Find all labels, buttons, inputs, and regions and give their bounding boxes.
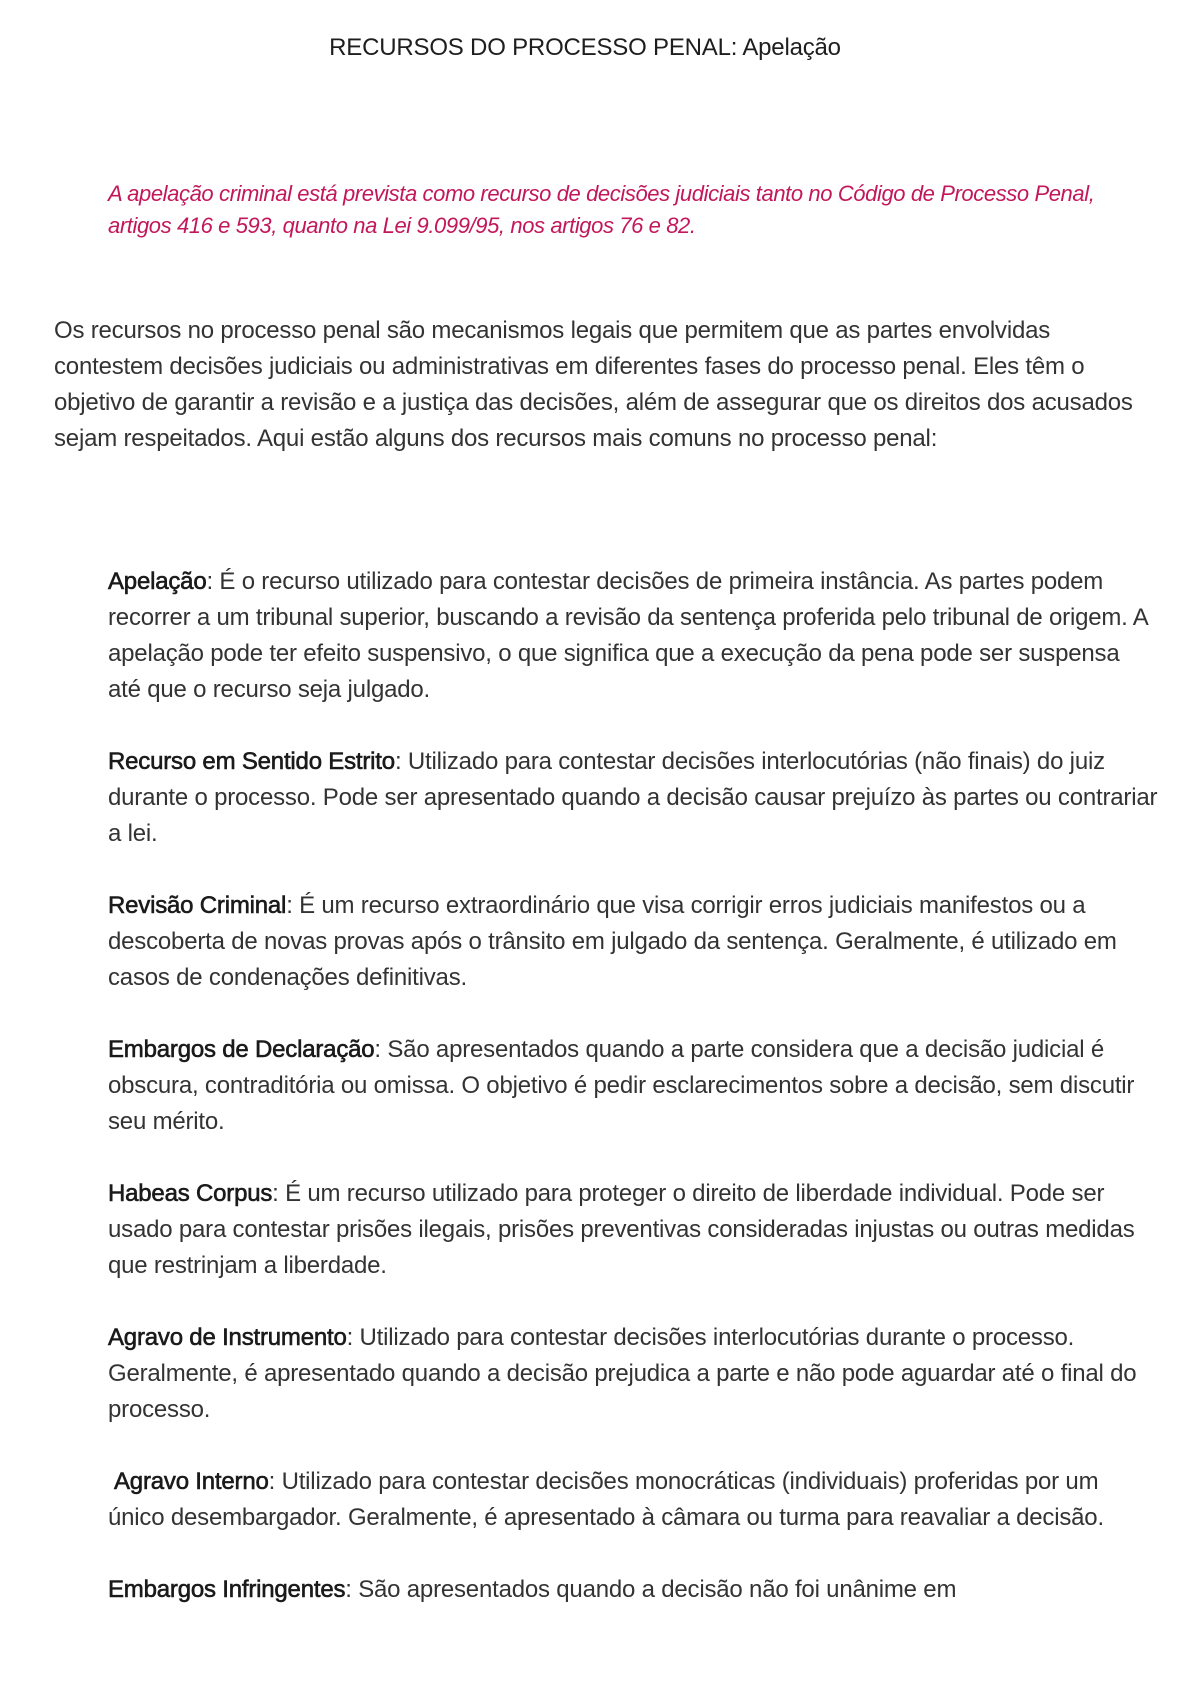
list-item-recurso-sentido-estrito bbox=[108, 744, 1158, 852]
item-description: : É um recurso utilizado para proteger o direito de liberdade individual. Pode ser usado para contestar prisões ilegais, prisões preventivas consideradas injustas ou outras medidas que restrinjam a liberdade. bbox=[108, 1180, 1135, 1279]
item-term: Revisão Criminal bbox=[108, 892, 287, 919]
item-term: Embargos Infringentes bbox=[108, 1576, 346, 1603]
list-item-embargos-infringentes bbox=[108, 1572, 1158, 1608]
item-term: Habeas Corpus bbox=[108, 1180, 273, 1207]
item-term: Apelação bbox=[108, 568, 207, 595]
item-description: : São apresentados quando a parte considera que a decisão judicial é obscura, contraditória ou omissa. O objetivo é pedir esclarecimentos sobre a decisão, sem discutir seu mérito. bbox=[108, 1036, 1135, 1135]
item-description: : Utilizado para contestar decisões interlocutórias (não finais) do juiz durante o processo. Pode ser apresentado quando a decisão causar prejuízo às partes ou contrariar a lei. bbox=[108, 748, 1158, 847]
item-description: : Utilizado para contestar decisões monocráticas (individuais) proferidas por um único desembargador. Geralmente, é apresentado à câmara ou turma para reavaliar a decisão. bbox=[108, 1468, 1104, 1531]
item-description: : São apresentados quando a decisão não foi unânime em bbox=[345, 1576, 957, 1603]
list-item-agravo-interno bbox=[108, 1464, 1158, 1536]
intro-paragraph: Os recursos no processo penal são mecanismos legais que permitem que as partes envolvidas contestem decisões judiciais ou administrativas em diferentes fases do processo penal. Eles têm o objetivo de garantir a revisão e a justiça das decisões, além de assegurar que os direitos dos acusados sejam respeitados. Aqui estão alguns dos recursos mais comuns no processo penal: bbox=[54, 317, 1133, 452]
item-term: Agravo Interno bbox=[114, 1468, 269, 1495]
item-description: : É o recurso utilizado para contestar decisões de primeira instância. As partes podem recorrer a um tribunal superior, buscando a revisão da sentença proferida pelo tribunal de origem. A apelação pode ter efeito suspensivo, o que significa que a execução da pena pode ser suspensa até que o recurso seja julgado. bbox=[108, 568, 1148, 703]
item-term: Agravo de Instrumento bbox=[108, 1324, 347, 1351]
item-description: : É um recurso extraordinário que visa corrigir erros judiciais manifestos ou a descoberta de novas provas após o trânsito em julgado da sentença. Geralmente, é utilizado em casos de condenações definitivas. bbox=[108, 892, 1117, 991]
item-term: Embargos de Declaração bbox=[108, 1036, 375, 1063]
list-item-embargos-declaracao bbox=[108, 1032, 1158, 1140]
list-item-apelacao bbox=[108, 564, 1158, 708]
document-title: RECURSOS DO PROCESSO PENAL: Apelação bbox=[329, 34, 841, 61]
list-item-agravo-instrumento bbox=[108, 1320, 1158, 1428]
list-item-revisao-criminal bbox=[108, 888, 1158, 996]
highlight-callout: A apelação criminal está prevista como recurso de decisões judiciais tanto no Código de Processo Penal, artigos 416 e 593, quanto na Lei 9.099/95, nos artigos 76 e 82. bbox=[108, 181, 1095, 238]
resource-list bbox=[108, 564, 1158, 1644]
item-description: : Utilizado para contestar decisões interlocutórias durante o processo. Geralmente, é apresentado quando a decisão prejudica a parte e não pode aguardar até o final do processo. bbox=[108, 1324, 1137, 1423]
list-item-habeas-corpus bbox=[108, 1176, 1158, 1284]
item-term: Recurso em Sentido Estrito bbox=[108, 748, 395, 775]
